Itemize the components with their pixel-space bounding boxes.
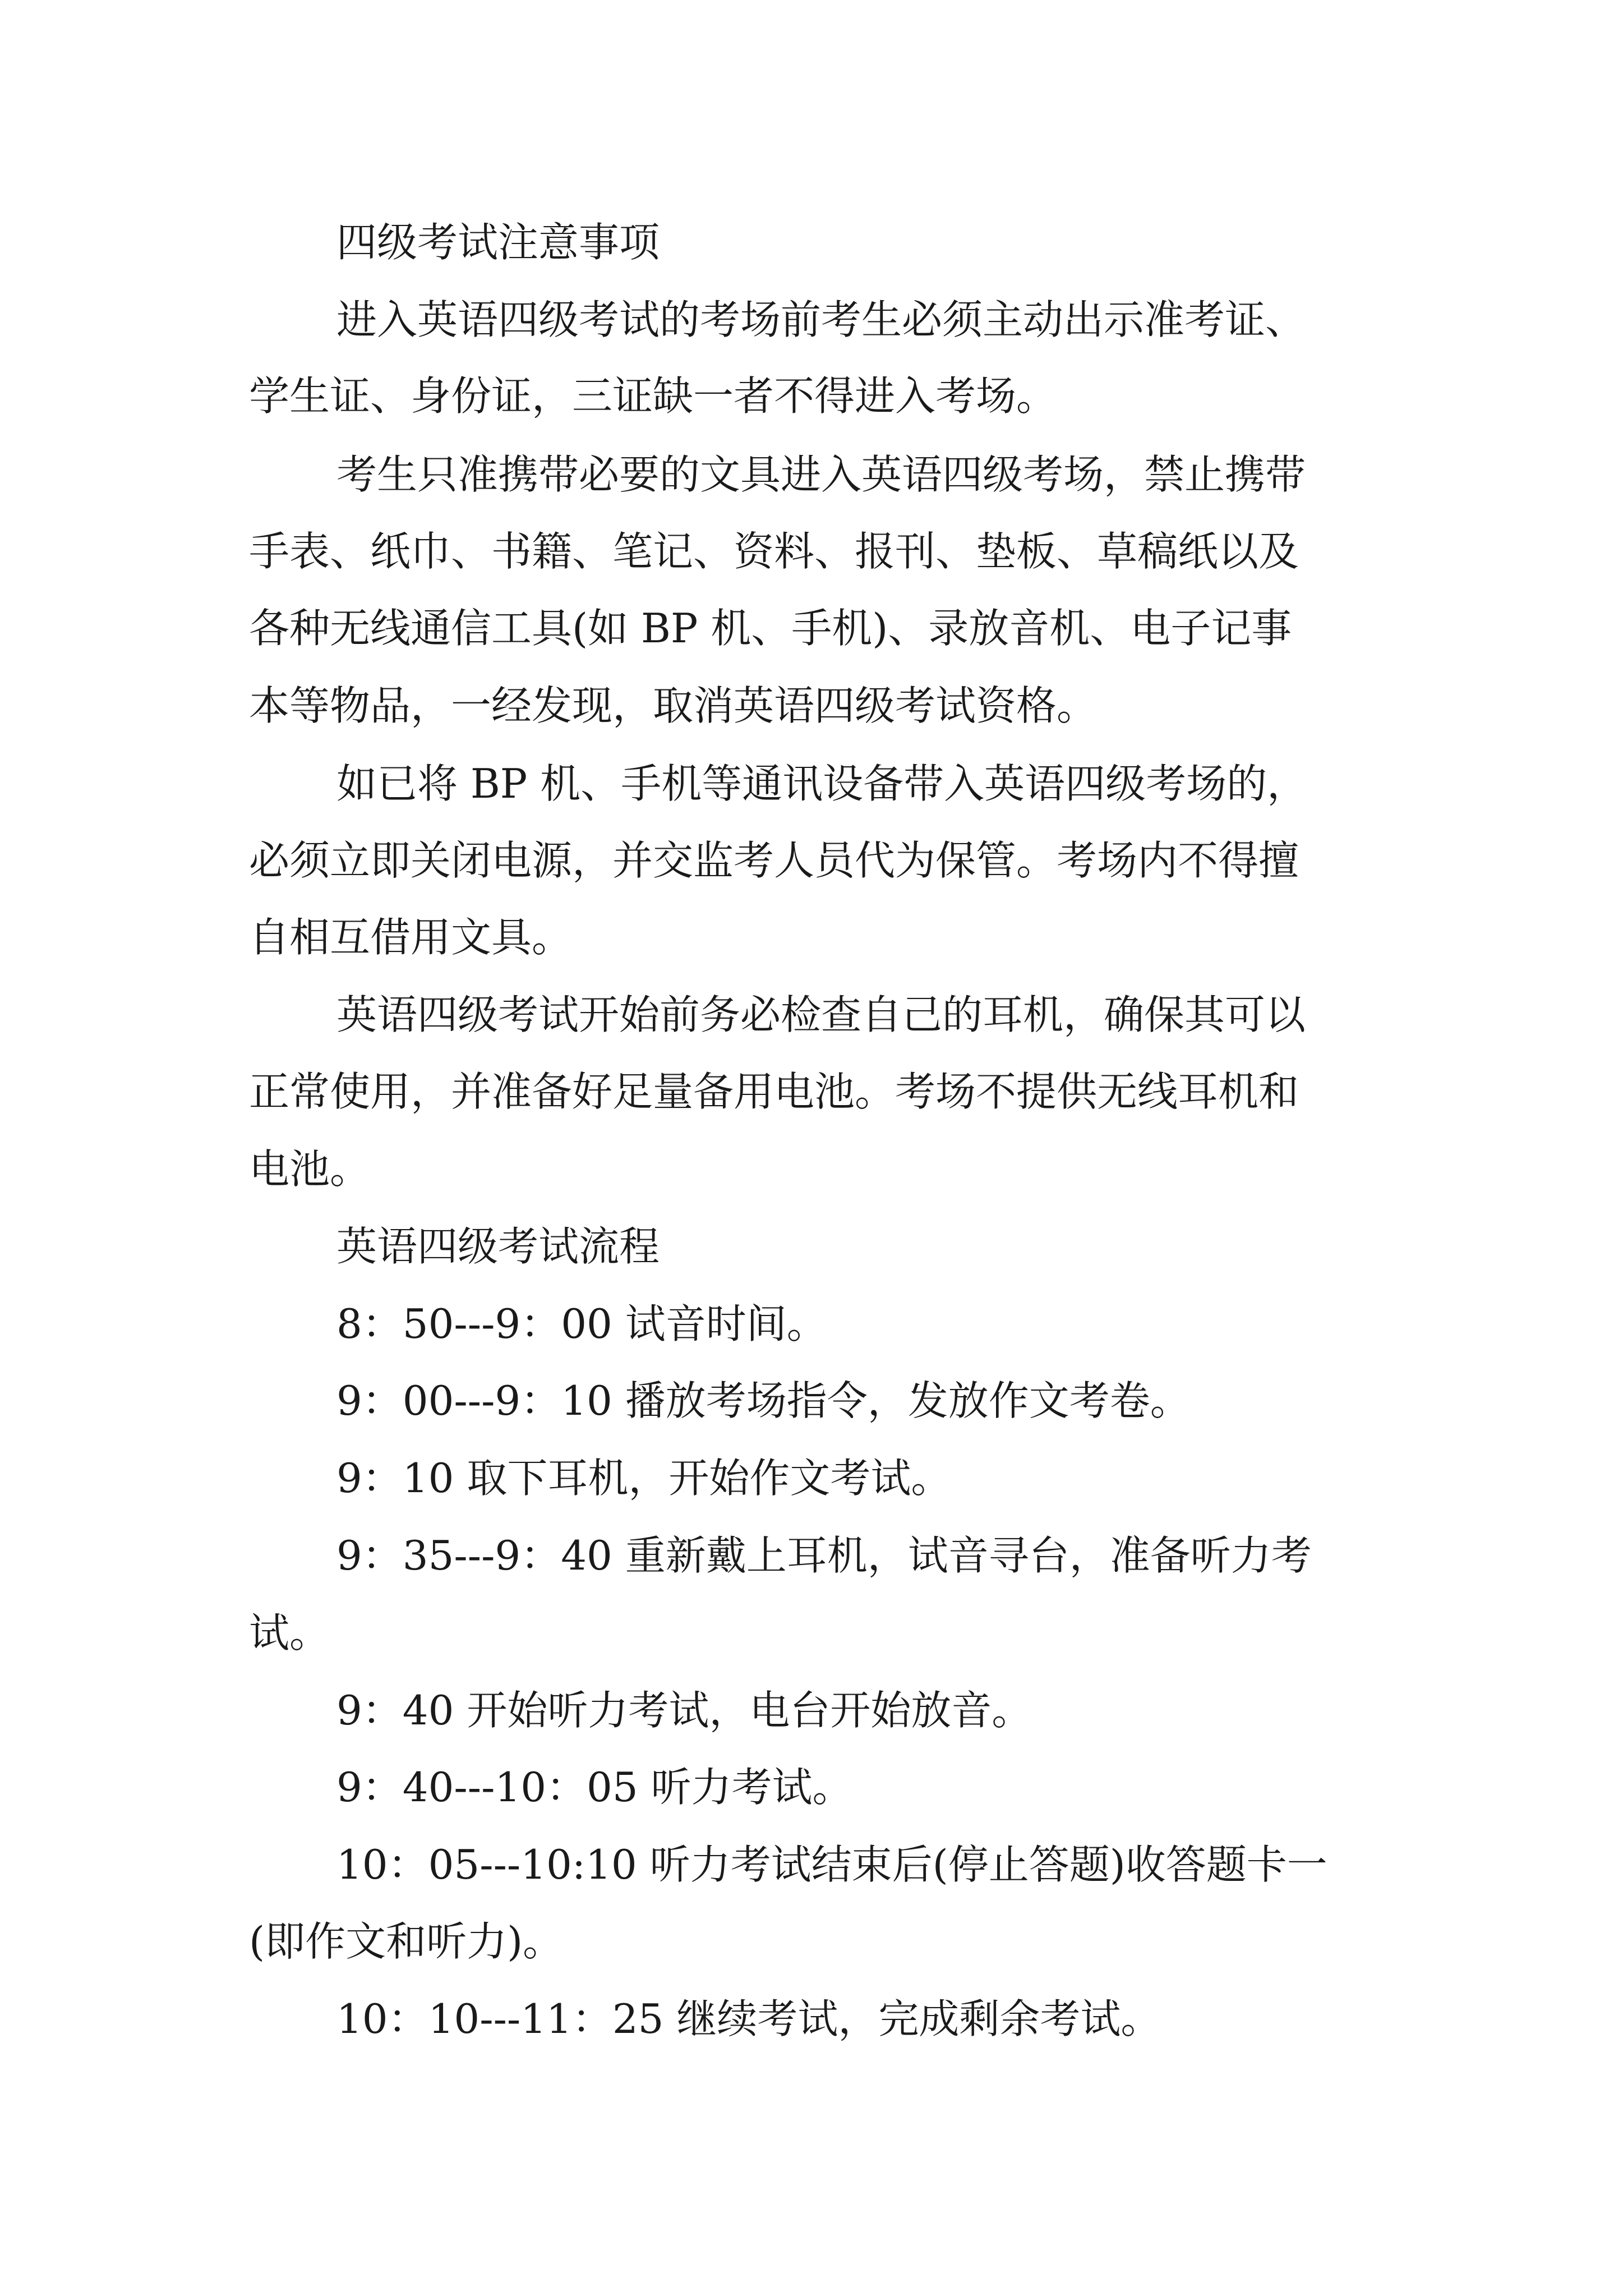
- note-paragraph-3-line-3: 自相互借用文具。: [249, 914, 573, 961]
- schedule-item-2: 9：00---9：10 播放考场指令，发放作文考卷。: [336, 1377, 1191, 1424]
- note-paragraph-3-line-1: 如已将 BP 机、手机等通讯设备带入英语四级考场的，: [336, 760, 1308, 807]
- schedule-item-4-line-1: 9：35---9：40 重新戴上耳机，试音寻台，准备听力考: [336, 1532, 1312, 1579]
- schedule-item-7-line-1: 10：05---10:10 听力考试结束后(停止答题)收答题卡一: [336, 1841, 1327, 1888]
- schedule-item-7-line-2: (即作文和听力)。: [249, 1918, 564, 1965]
- note-paragraph-4-line-3: 电池。: [249, 1145, 371, 1193]
- schedule-item-1: 8：50---9：00 试音时间。: [336, 1300, 827, 1347]
- note-paragraph-2-line-1: 考生只准携带必要的文具进入英语四级考场，禁止携带: [336, 451, 1306, 498]
- note-paragraph-4-line-1: 英语四级考试开始前务必检查自己的耳机，确保其可以: [336, 991, 1306, 1038]
- note-paragraph-1-line-2: 学生证、身份证，三证缺一者不得进入考场。: [249, 372, 1057, 420]
- schedule-item-3: 9：10 取下耳机，开始作文考试。: [336, 1455, 952, 1502]
- schedule-item-6: 9：40---10：05 听力考试。: [336, 1764, 853, 1811]
- note-paragraph-2-line-2: 手表、纸巾、书籍、笔记、资料、报刊、垫板、草稿纸以及: [249, 528, 1299, 575]
- note-paragraph-3-line-2: 必须立即关闭电源，并交监考人员代为保管。考场内不得擅: [249, 837, 1299, 884]
- process-heading: 英语四级考试流程: [336, 1223, 660, 1270]
- note-paragraph-2-line-3: 各种无线通信工具(如 BP 机、手机)、录放音机、电子记事: [249, 605, 1292, 652]
- notes-heading: 四级考试注意事项: [336, 219, 660, 266]
- schedule-item-4-line-2: 试。: [249, 1609, 330, 1657]
- note-paragraph-4-line-2: 正常使用，并准备好足量备用电池。考场不提供无线耳机和: [249, 1068, 1299, 1115]
- note-paragraph-1-line-1: 进入英语四级考试的考场前考生必须主动出示准考证、: [336, 296, 1306, 343]
- schedule-item-5: 9：40 开始听力考试，电台开始放音。: [336, 1687, 1032, 1734]
- schedule-item-8: 10：10---11：25 继续考试，完成剩余考试。: [336, 1995, 1161, 2042]
- note-paragraph-2-line-4: 本等物品，一经发现，取消英语四级考试资格。: [249, 682, 1098, 729]
